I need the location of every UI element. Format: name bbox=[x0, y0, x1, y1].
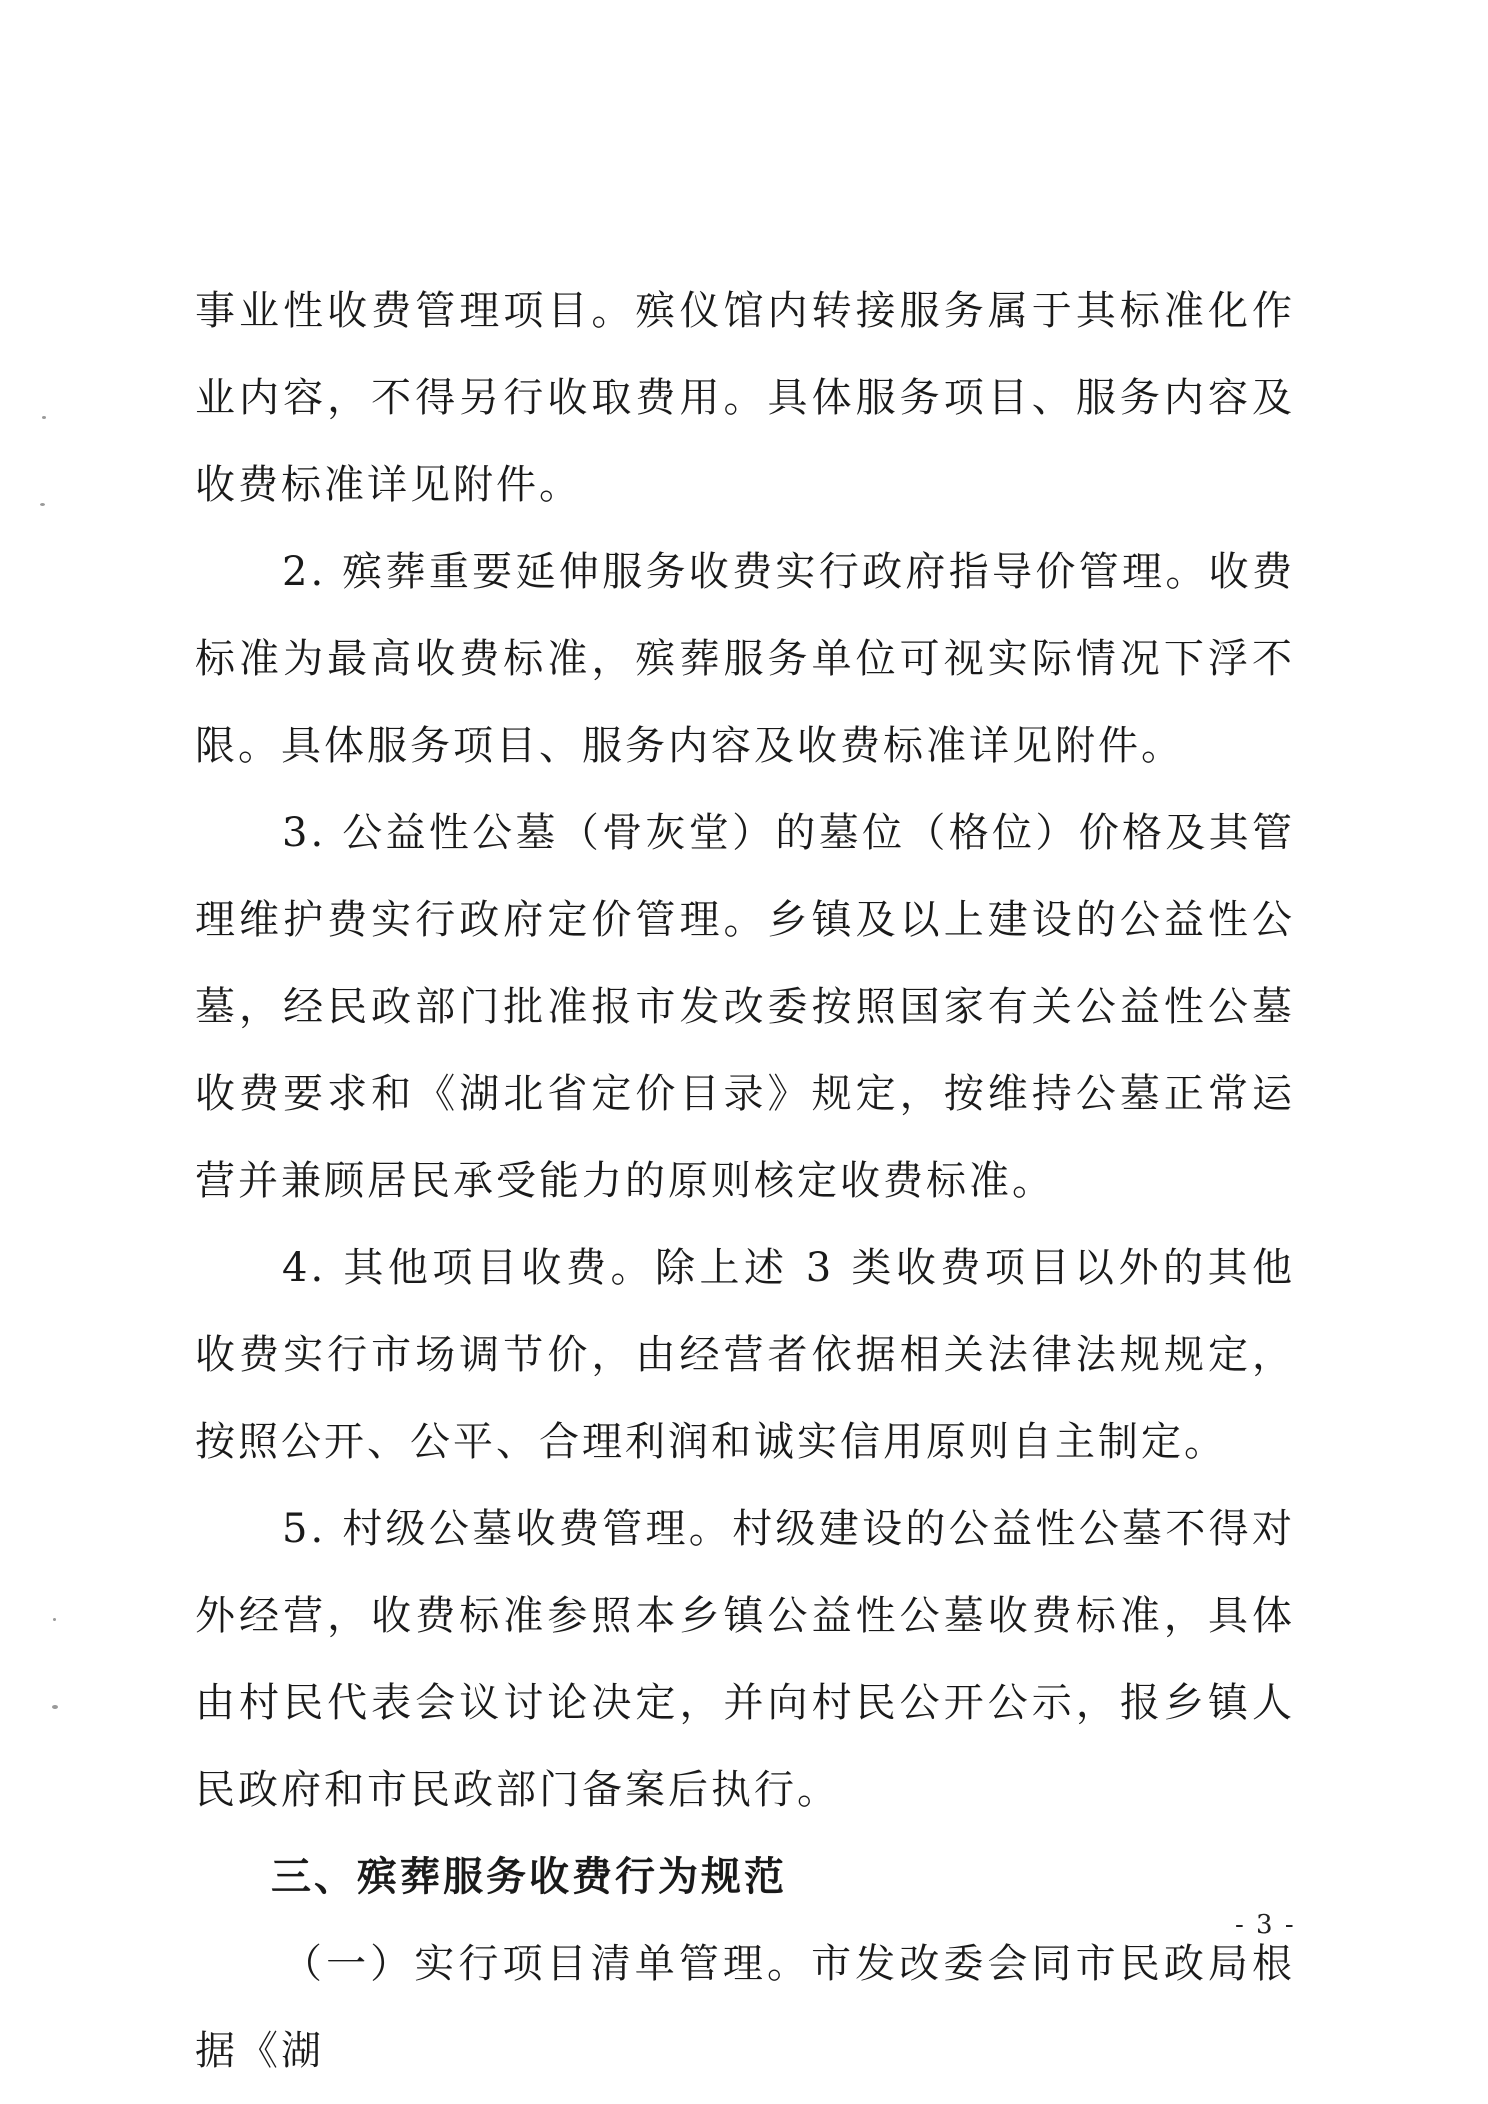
paragraph-item-2: 2. 殡葬重要延伸服务收费实行政府指导价管理。收费标准为最高收费标准，殡葬服务单位可视实际情况下浮不限。具体服务项目、服务内容及收费标准详见附件。 bbox=[195, 549, 1295, 769]
paragraph-item-4: 4. 其他项目收费。除上述 3 类收费项目以外的其他收费实行市场调节价，由经营者依据相关法律法规规定，按照公开、公平、合理利润和诚实信用原则自主制定。 bbox=[195, 1245, 1295, 1465]
scan-speck bbox=[42, 416, 46, 419]
scan-speck bbox=[52, 1705, 58, 1709]
paragraph-continuation: 事业性收费管理项目。殡仪馆内转接服务属于其标准化作业内容，不得另行收取费用。具体服务项目、服务内容及收费标准详见附件。 bbox=[195, 288, 1295, 508]
scan-speck bbox=[40, 503, 45, 506]
paragraph-item-5: 5. 村级公墓收费管理。村级建设的公益性公墓不得对外经营，收费标准参照本乡镇公益性公墓收费标准，具体由村民代表会议讨论决定，并向村民公开公示，报乡镇人民政府和市民政部门备案后执行。 bbox=[195, 1506, 1295, 1813]
document-body bbox=[195, 268, 1295, 2095]
section-first-paragraph: （一）实行项目清单管理。市发改委会同市民政局根据《湖 bbox=[195, 1941, 1295, 2074]
page-number: - 3 - bbox=[1235, 1910, 1296, 1940]
scan-speck bbox=[53, 1618, 56, 1621]
paragraph-item-3: 3. 公益性公墓（骨灰堂）的墓位（格位）价格及其管理维护费实行政府定价管理。乡镇及以上建设的公益性公墓，经民政部门批准报市发改委按照国家有关公益性公墓收费要求和《湖北省定价目录》规定，按维持公墓正常运营并兼顾居民承受能力的原则核定收费标准。 bbox=[195, 810, 1295, 1204]
section-heading: 三、殡葬服务收费行为规范 bbox=[271, 1854, 787, 1900]
